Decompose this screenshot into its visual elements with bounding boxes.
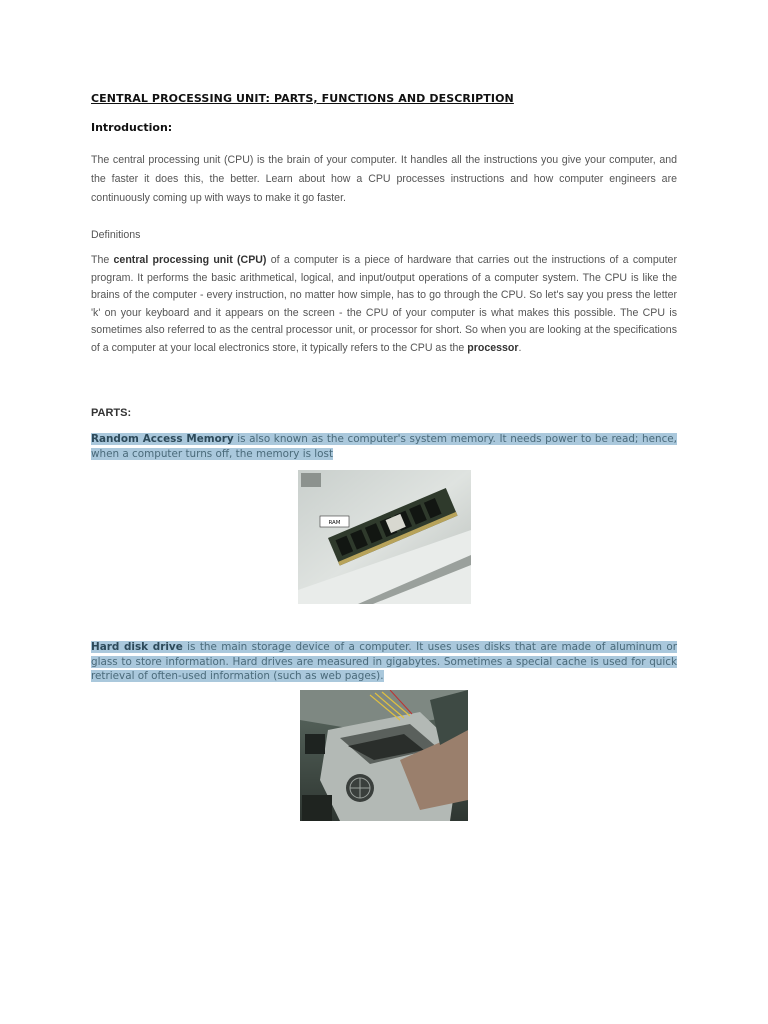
ram-photo-label: RAM: [328, 520, 341, 526]
ram-term: Random Access Memory: [91, 433, 234, 445]
definition-term: central processing unit (CPU): [113, 254, 267, 266]
introduction-heading: Introduction:: [91, 121, 173, 134]
hard-disk-photo: [300, 690, 468, 821]
hdd-paragraph: [91, 640, 677, 684]
hdd-term: Hard disk drive: [91, 641, 183, 653]
definition-term-processor: processor: [467, 341, 519, 354]
ram-description: is also known as the computer's system memory. It needs power to be read; hence, when a computer turns off, the memory is lost: [91, 433, 677, 460]
ram-photo: [298, 470, 471, 604]
definition-paragraph: [91, 252, 677, 357]
hdd-description: is the main storage device of a computer. It uses uses disks that are made of aluminum or glass to store information. Hard drives are measured in gigabytes. Sometimes a special cache is used for quick retrieval of often-used information (such as web pages).: [91, 641, 678, 682]
definition-lead: The: [91, 254, 114, 266]
document-title: CENTRAL PROCESSING UNIT: PARTS, FUNCTIONS AND DESCRIPTION: [91, 92, 514, 105]
introduction-paragraph: The central processing unit (CPU) is the brain of your computer. It handles all the instructions you give your computer, and the faster it does this, the better. Learn about how a CPU processes instructions and how computer engineers are continuously coming up with ways to make it go faster.: [91, 154, 677, 204]
definition-tail: .: [518, 341, 522, 354]
ram-paragraph: [91, 432, 677, 461]
parts-label: PARTS:: [91, 407, 132, 419]
definitions-label: Definitions: [91, 229, 141, 241]
definition-body: of a computer is a piece of hardware that carries out the instructions of a computer program. It performs the basic arithmetical, logical, and input/output operations of a computer system. The CPU is like the brains of the computer - every instruction, no matter how simple, has to go through the CPU. So let's say you press the letter 'k' on your keyboard and it appears on the screen - the CPU of your computer is what makes this possible. The CPU is sometimes also referred to as the central processor unit, or processor for short. So when you are looking at the specifications of a computer at your local electronics store, it typically refers to the CPU as the: [91, 254, 677, 354]
